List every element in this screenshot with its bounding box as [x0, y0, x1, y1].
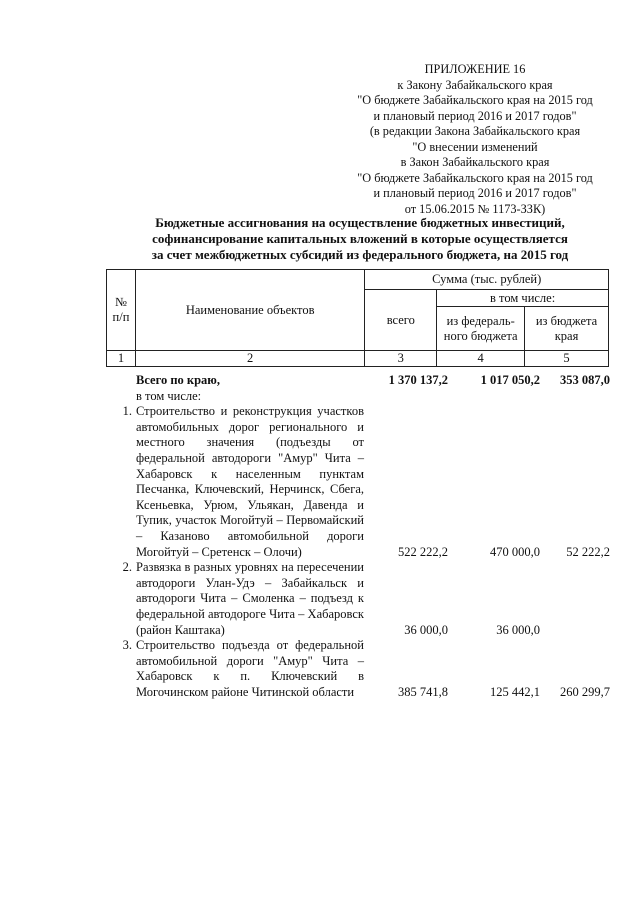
- header-federal: из федераль-ного бюджета: [437, 307, 525, 351]
- appendix-line: и плановый период 2016 и 2017 годов": [373, 186, 577, 200]
- title-line: за счет межбюджетных субсидий из федерального бюджета, на 2015 год: [151, 247, 569, 262]
- appendix-line: (в редакции Закона Забайкальского края: [369, 124, 581, 138]
- appendix-line: в Закон Забайкальского края: [400, 155, 550, 169]
- column-number: 2: [135, 351, 364, 367]
- row-regional: 260 299,7: [560, 684, 610, 699]
- total-label: Всего по краю,: [136, 373, 220, 387]
- row-federal: 36 000,0: [496, 622, 540, 637]
- appendix-header: [330, 62, 620, 217]
- appendix-line: от 15.06.2015 № 1173-ЗЗК): [404, 201, 546, 216]
- row-number: 2.: [122, 560, 132, 575]
- appendix-line: к Закону Забайкальского края: [397, 77, 553, 92]
- row-total: 522 222,2: [398, 544, 448, 559]
- column-number: 3: [365, 351, 437, 367]
- row-total: 385 741,8: [398, 684, 448, 699]
- total-federal: 1 017 050,2: [480, 373, 540, 387]
- total-row: [110, 373, 612, 404]
- header-name: Наименование объектов: [135, 270, 364, 351]
- header-no: № п/п: [107, 270, 136, 351]
- title-line: Бюджетные ассигнования на осуществление бюджетных инвестиций,: [155, 215, 565, 230]
- appendix-line: и плановый период 2016 и 2017 годов": [373, 108, 577, 123]
- row-federal: 125 442,1: [490, 684, 540, 699]
- row-total: 36 000,0: [404, 622, 448, 637]
- header-sum: Сумма (тыс. рублей): [365, 270, 609, 290]
- row-name: Строительство и реконструкция участков автомобильных дорог регионального и местного значения (подъезды от федеральной автодороги "Амур" Чита – Хабаровск к населенным пунктам Песчанка, Ключевский, Нерчинск, Сбега, Ксеньевка, Урюм, Ульякан, Давенда и Тупик, участок Могойтуй – Первомайский – Казаново автомобильной дороги Могойтуй – Сретенск – Олочи): [136, 404, 364, 559]
- appendix-line: ПРИЛОЖЕНИЕ 16: [424, 62, 526, 76]
- budget-table-header: [106, 269, 609, 367]
- title-line: софинансирование капитальных вложений в которые осуществляется: [152, 231, 568, 246]
- document-title: [110, 215, 610, 263]
- row-federal: 470 000,0: [490, 544, 540, 559]
- row-name: Строительство подъезда от федеральной автомобильной дороги "Амур" Чита – Хабаровск к п. Ключевский в Могочинском районе Читинской области: [136, 638, 364, 699]
- total-sum: 1 370 137,2: [388, 373, 448, 387]
- column-number: 5: [525, 351, 609, 367]
- table-row: [110, 638, 612, 700]
- appendix-line: "О внесении изменений: [412, 139, 538, 154]
- appendix-line: "О бюджете Забайкальского края на 2015 год: [357, 170, 593, 185]
- column-number: 1: [107, 351, 136, 367]
- total-regional: 353 087,0: [560, 373, 610, 387]
- total-sublabel: в том числе:: [136, 388, 202, 403]
- row-name: Развязка в разных уровнях на пересечении автодороги Улан-Удэ – Забайкальск и автодороги Чита – Смоленка – подъезд к федеральной автодороге Чита – Хабаровск (район Каштака): [136, 560, 364, 637]
- column-number: 4: [437, 351, 525, 367]
- row-regional: 52 222,2: [566, 544, 610, 559]
- budget-table-body: [110, 373, 612, 700]
- table-row: [110, 404, 612, 560]
- table-row: [110, 560, 612, 638]
- row-number: 3.: [122, 638, 132, 653]
- header-regional: из бюджета края: [525, 307, 609, 351]
- appendix-line: "О бюджете Забайкальского края на 2015 год: [357, 93, 593, 107]
- row-number: 1.: [122, 404, 132, 419]
- header-including: в том числе:: [437, 290, 609, 307]
- header-total: всего: [365, 290, 437, 351]
